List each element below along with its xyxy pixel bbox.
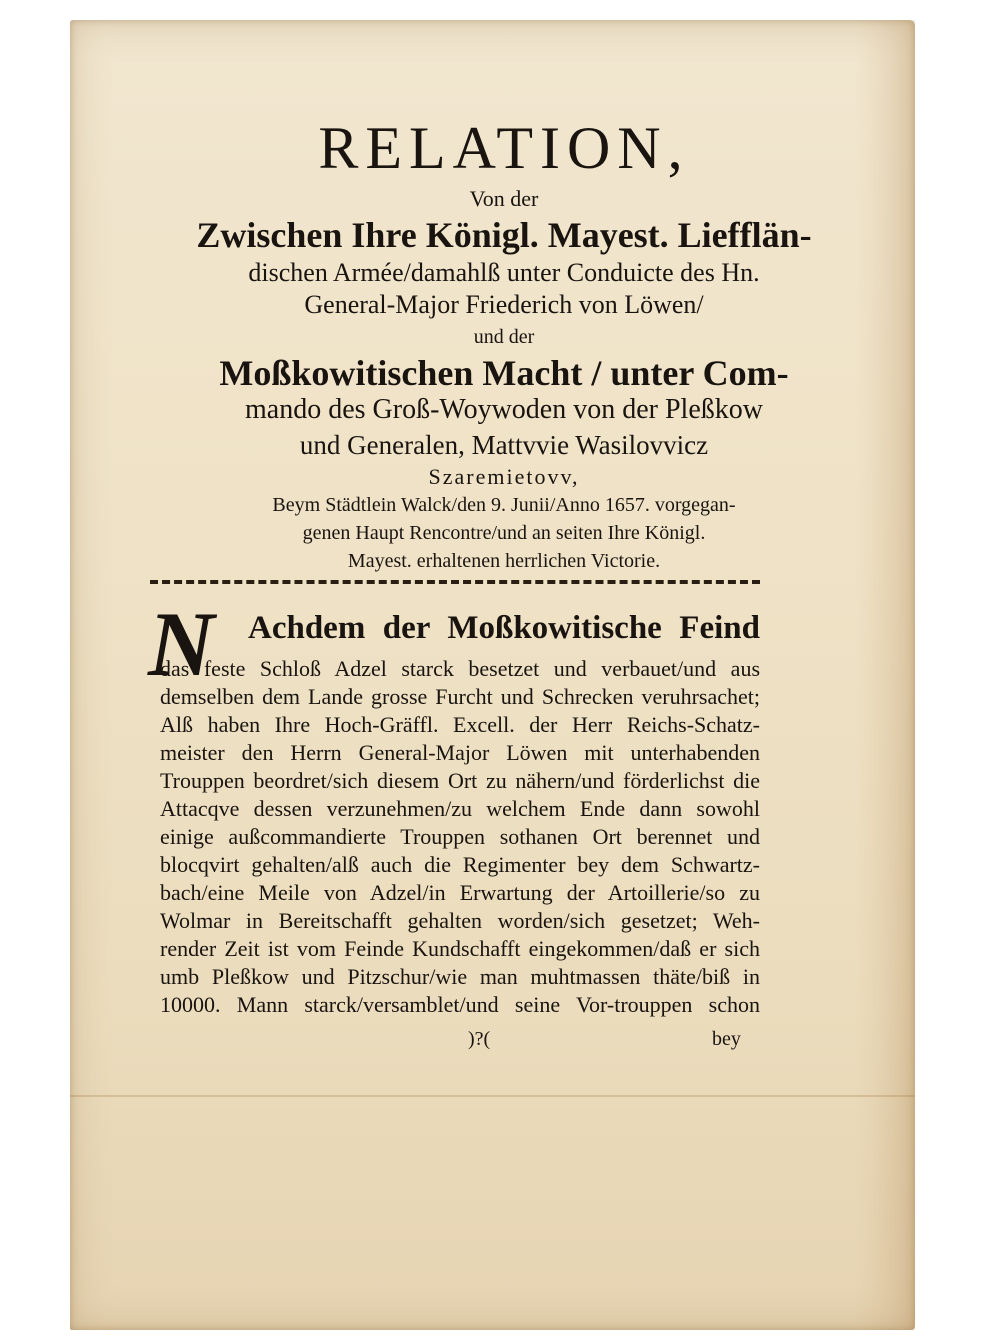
body-first-line: Achdem der Moßkowitische Feind bbox=[248, 610, 760, 646]
heading-line-4: General-Major Friederich von Löwen/ bbox=[304, 290, 704, 319]
heading-und-der: und der bbox=[473, 326, 535, 348]
body-line: demselben dem Lande grosse Furcht und Schrecken veruhrsachet; bbox=[160, 684, 760, 709]
body-line: einige außcommandierte Trouppen sothanen Ort berennet und bbox=[160, 824, 760, 849]
heading-line-3: dischen Armée/damahlß unter Conduicte des Hn. bbox=[248, 258, 760, 287]
body-line: Attacqve dessen verzunehmen/zu welchem Ende dann sowohl bbox=[160, 796, 760, 821]
heading-line-10: Beym Städtlein Walck/den 9. Junii/Anno 1657. vorgegan- bbox=[272, 494, 736, 516]
body-line: das feste Schloß Adzel starck besetzet und verbauet/und aus bbox=[160, 656, 760, 681]
heading-line-2: Zwischen Ihre Königl. Mayest. Liefflän- bbox=[196, 215, 812, 255]
paper-fold-line bbox=[70, 1095, 915, 1097]
catchword: bey bbox=[712, 1028, 741, 1050]
heading-line-6: Moßkowitischen Macht / unter Com- bbox=[219, 353, 789, 393]
heading-line-12: Mayest. erhaltenen herrlichen Victorie. bbox=[347, 550, 661, 572]
drop-cap-initial: N bbox=[148, 593, 215, 695]
document-title: RELATION, bbox=[318, 115, 690, 181]
body-line: bach/eine Meile von Adzel/in Erwartung der Artoillerie/so zu bbox=[160, 880, 760, 905]
heading-line-7: mando des Groß-Woywoden von der Pleßkow bbox=[245, 394, 763, 425]
body-line: 10000. Mann starck/versamblet/und seine Vor-trouppen schon bbox=[160, 992, 760, 1017]
body-line: meister den Herrn General-Major Löwen mit unterhabenden bbox=[160, 740, 760, 765]
body-line: Wolmar in Bereitschafft gehalten worden/sich gesetzet; Weh- bbox=[160, 908, 760, 933]
signature-mark: )?( bbox=[468, 1028, 491, 1050]
body-line: umb Pleßkow und Pitzschur/wie man muhtmassen thäte/biß in bbox=[160, 964, 760, 989]
body-line: render Zeit ist vom Feinde Kundschafft eingekommen/daß er sich bbox=[160, 936, 760, 961]
body-line: Alß haben Ihre Hoch-Gräffl. Excell. der Herr Reichs-Schatz- bbox=[160, 712, 760, 737]
heading-line-11: genen Haupt Rencontre/und an seiten Ihre Königl. bbox=[302, 522, 706, 544]
heading-von-der: Von der bbox=[469, 186, 539, 211]
body-line: Trouppen beordret/sich diesem Ort zu nähern/und förderlichst die bbox=[160, 768, 760, 793]
section-divider-rule bbox=[150, 580, 760, 584]
heading-line-9: Szaremietovv, bbox=[428, 464, 580, 489]
heading-line-8: und Generalen, Mattvvie Wasilovvicz bbox=[299, 430, 709, 460]
body-line: blocqvirt gehalten/alß auch die Regimenter bey dem Schwartz- bbox=[160, 852, 760, 877]
